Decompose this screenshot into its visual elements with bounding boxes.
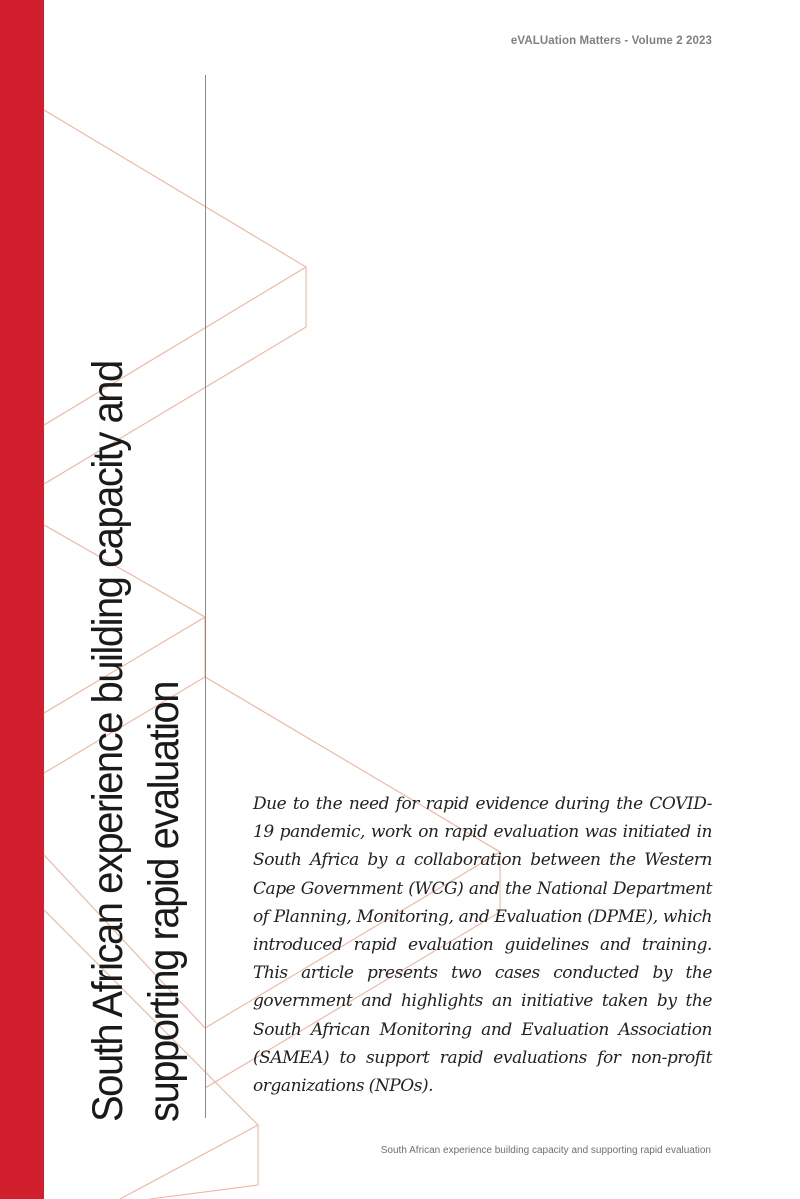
title-line-2: supporting rapid evaluation: [140, 681, 188, 1122]
deco-chevron-low3: [120, 1125, 258, 1199]
article-title: [80, 262, 192, 1122]
abstract-paragraph: Due to the need for rapid evidence during the COVID-19 pandemic, work on rapid evaluation was initiated in South Africa by a collaboration between the Western Cape Government (WCG) and the National Department of Planning, Monitoring, and Evaluation (DPME), which introduced rapid evaluation guidelines and training. This article presents two cases conducted by the government and highlights an initiative taken by the South African Monitoring and Evaluation Association (SAMEA) to support rapid evaluations for non-profit organizations (NPOs).: [253, 794, 712, 1097]
running-foot: South African experience building capacity and supporting rapid evaluation: [380, 1145, 711, 1156]
red-side-bar: [0, 0, 44, 1199]
running-head: eVALUation Matters - Volume 2 2023: [510, 35, 712, 47]
vertical-divider-rule: [205, 75, 206, 1118]
title-line-1: South African experience building capacity and: [84, 361, 132, 1122]
